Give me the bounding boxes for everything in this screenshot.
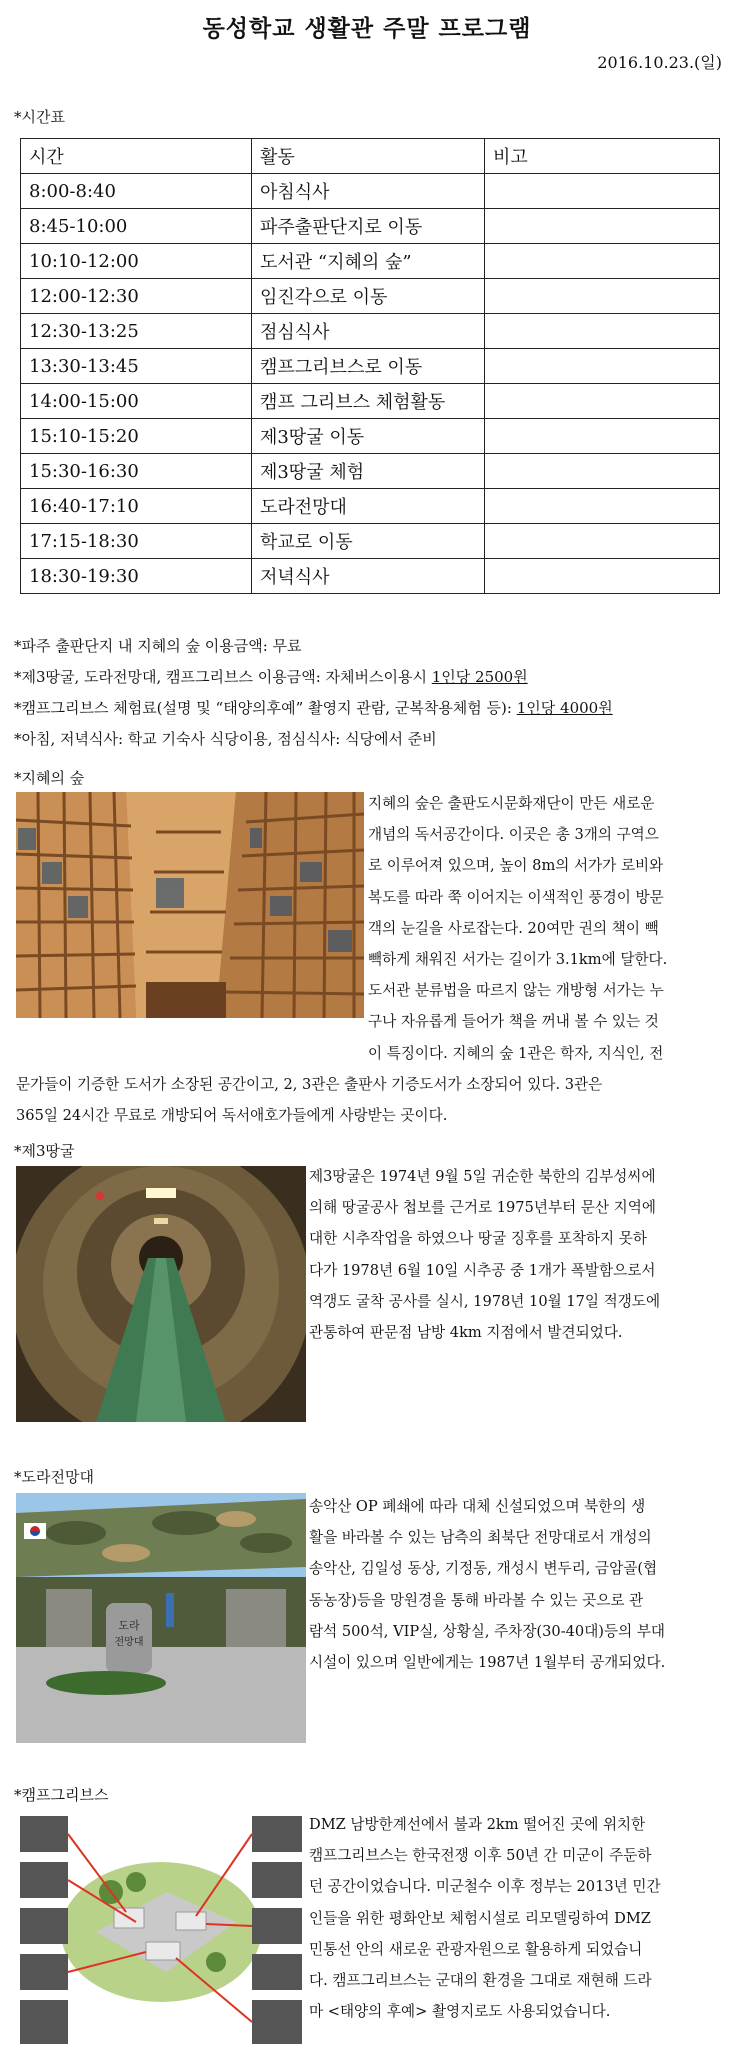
cell-activity: 캠프 그리브스 체험활동: [252, 384, 485, 419]
dora-sign-line-2: 전망대: [114, 1637, 144, 1648]
text-line: 송악산, 김일성 동상, 기정동, 개성시 변두리, 금암골(협: [309, 1560, 658, 1578]
text-line: 송악산 OP 폐쇄에 따라 대체 신설되었으며 북한의 생: [309, 1498, 646, 1515]
text-line: 제3땅굴은 1974년 9월 5일 귀순한 북한의 김부성씨에: [309, 1168, 656, 1185]
tunnel-heading: *제3땅굴: [14, 1142, 75, 1160]
text-line: 캠프그리브스는 한국전쟁 이후 50년 간 미군이 주둔하: [309, 1847, 652, 1865]
cell-time: 10:10-12:00: [21, 244, 252, 279]
table-row: [21, 524, 720, 559]
cell-activity: 파주출판단지로 이동: [252, 209, 485, 244]
tunnel-photo: [16, 1166, 306, 1422]
camp-photo-collage: [16, 1812, 306, 2048]
cell-activity: 아침식사: [252, 174, 485, 209]
page-date: 2016.10.23.(일): [597, 53, 722, 72]
text-line: 마 <태양의 후예> 촬영지로도 사용되었습니다.: [309, 2003, 611, 2021]
text-line: 활을 바라볼 수 있는 남측의 최북단 전망대로서 개성의: [309, 1529, 652, 1547]
notes-block: [14, 631, 613, 755]
table-row: [21, 209, 720, 244]
text-line: 문가들이 기증한 도서가 소장된 공간이고, 2, 3관은 출판사 기증도서가 소장되어 있다. 3관은: [16, 1076, 603, 1093]
forest-photo: [16, 792, 364, 1018]
text-line: 빽하게 채워진 서가는 길이가 3.1km에 달한다.: [368, 951, 668, 969]
cell-activity: 점심식사: [252, 314, 485, 349]
note-forest-fee: *파주 출판단지 내 지혜의 숲 이용금액: 무료: [14, 637, 302, 655]
cell-activity: 캠프그리브스로 이동: [252, 349, 485, 384]
text-line: 개념의 독서공간이다. 이곳은 총 3개의 구역으: [368, 826, 659, 844]
camp-text: [309, 1809, 720, 2027]
table-row: [21, 314, 720, 349]
cell-note: [485, 174, 720, 209]
schedule-table: [20, 138, 720, 594]
forest-text-right: [368, 788, 720, 1069]
note-bus-fee-price: 1인당 2500원: [431, 668, 528, 686]
table-row: [21, 349, 720, 384]
text-line: 지혜의 숲은 출판도시문화재단이 만든 새로운: [368, 795, 655, 812]
cell-activity: 학교로 이동: [252, 524, 485, 559]
text-line: 의해 땅굴공사 첩보를 근거로 1975년부터 문산 지역에: [309, 1199, 656, 1217]
text-line: 대한 시추작업을 하였으나 땅굴 징후를 포착하지 못하: [309, 1230, 647, 1248]
note-meals: *아침, 저녁식사: 학교 기숙사 식당이용, 점심식사: 식당에서 준비: [14, 730, 437, 748]
text-line: 도서관 분류법을 따르지 않는 개방형 서가는 누: [368, 982, 664, 1000]
text-line: 역갱도 굴착 공사를 실시, 1978년 10월 17일 적갱도에: [309, 1292, 661, 1310]
column-header-note: 비고: [485, 139, 720, 174]
dora-sign-line-1: 도라: [118, 1619, 140, 1632]
text-line: 던 공간이었습니다. 미군철수 이후 정부는 2013년 민간: [309, 1878, 661, 1896]
cell-note: [485, 454, 720, 489]
cell-time: 8:00-8:40: [21, 174, 252, 209]
cell-time: 14:00-15:00: [21, 384, 252, 419]
table-row: [21, 559, 720, 594]
text-line: 관통하여 판문점 남방 4km 지점에서 발견되었다.: [309, 1324, 623, 1342]
cell-time: 15:30-16:30: [21, 454, 252, 489]
table-header-row: [21, 139, 720, 174]
note-camp-fee-label: *캠프그리브스 체험료(설명 및 “태양의후예” 촬영지 관람, 군복착용체험 등):: [14, 699, 517, 717]
cell-note: [485, 349, 720, 384]
table-row: [21, 279, 720, 314]
cell-time: 16:40-17:10: [21, 489, 252, 524]
note-camp-fee: [14, 693, 613, 724]
table-row: [21, 419, 720, 454]
note-bus-fee-label: *제3땅굴, 도라전망대, 캠프그리브스 이용금액: 자체버스이용시: [14, 668, 432, 686]
cell-activity: 임진각으로 이동: [252, 279, 485, 314]
cell-note: [485, 419, 720, 454]
text-line: 람석 500석, VIP실, 상황실, 주차장(30-40대)등의 부대: [309, 1622, 666, 1640]
text-line: DMZ 남방한계선에서 불과 2km 떨어진 곳에 위치한: [309, 1816, 646, 1833]
page-title: 동성학교 생활관 주말 프로그램: [202, 15, 532, 42]
camp-heading: *캠프그리브스: [14, 1786, 109, 1804]
cell-activity: 도서관 “지혜의 숲”: [252, 244, 485, 279]
cell-activity: 제3땅굴 이동: [252, 419, 485, 454]
forest-heading: *지혜의 숲: [14, 769, 85, 787]
cell-note: [485, 559, 720, 594]
text-line: 동농장)등을 망원경을 통해 바라볼 수 있는 곳으로 관: [309, 1591, 644, 1609]
cell-activity: 저녁식사: [252, 559, 485, 594]
dora-photo: [16, 1493, 306, 1743]
text-line: 다가 1978년 6월 10일 시추공 중 1개가 폭발함으로서: [309, 1261, 656, 1279]
dora-text: [309, 1491, 720, 1678]
schedule-heading: *시간표: [14, 108, 65, 126]
cell-time: 12:00-12:30: [21, 279, 252, 314]
table-row: [21, 174, 720, 209]
note-bus-fee: [14, 662, 613, 693]
cell-time: 18:30-19:30: [21, 559, 252, 594]
text-line: 이 특징이다. 지혜의 숲 1관은 학자, 지식인, 전: [368, 1044, 664, 1062]
cell-activity: 도라전망대: [252, 489, 485, 524]
text-line: 다. 캠프그리브스는 군대의 환경을 그대로 재현해 드라: [309, 1972, 652, 1990]
cell-time: 12:30-13:25: [21, 314, 252, 349]
tunnel-text: [309, 1161, 720, 1348]
table-row: [21, 454, 720, 489]
text-line: 365일 24시간 무료로 개방되어 독서애호가들에게 사랑받는 곳이다.: [16, 1107, 448, 1125]
cell-time: 15:10-15:20: [21, 419, 252, 454]
text-line: 객의 눈길을 사로잡는다. 20여만 권의 책이 빽: [368, 919, 659, 937]
text-line: 구나 자유롭게 들어가 책을 꺼내 볼 수 있는 것: [368, 1013, 659, 1031]
cell-time: 8:45-10:00: [21, 209, 252, 244]
text-line: 민통선 안의 새로운 관광자원으로 활용하게 되었습니: [309, 1940, 643, 1958]
cell-activity: 제3땅굴 체험: [252, 454, 485, 489]
cell-note: [485, 384, 720, 419]
text-line: 시설이 있으며 일반에게는 1987년 1월부터 공개되었다.: [309, 1654, 666, 1672]
table-row: [21, 244, 720, 279]
cell-note: [485, 314, 720, 349]
cell-note: [485, 279, 720, 314]
column-header-time: 시간: [21, 139, 252, 174]
cell-note: [485, 489, 720, 524]
table-row: [21, 384, 720, 419]
text-line: 로 이루어져 있으며, 높이 8m의 서가가 로비와: [368, 857, 664, 875]
table-row: [21, 489, 720, 524]
cell-note: [485, 209, 720, 244]
forest-text-full: [16, 1069, 720, 1131]
note-camp-fee-price: 1인당 4000원: [516, 699, 613, 717]
dora-heading: *도라전망대: [14, 1468, 94, 1486]
cell-note: [485, 244, 720, 279]
cell-note: [485, 524, 720, 559]
text-line: 인들을 위한 평화안보 체험시설로 리모델링하여 DMZ: [309, 1909, 651, 1927]
cell-time: 13:30-13:45: [21, 349, 252, 384]
column-header-activity: 활동: [252, 139, 485, 174]
cell-time: 17:15-18:30: [21, 524, 252, 559]
text-line: 복도를 따라 쭉 이어지는 이색적인 풍경이 방문: [368, 888, 664, 906]
